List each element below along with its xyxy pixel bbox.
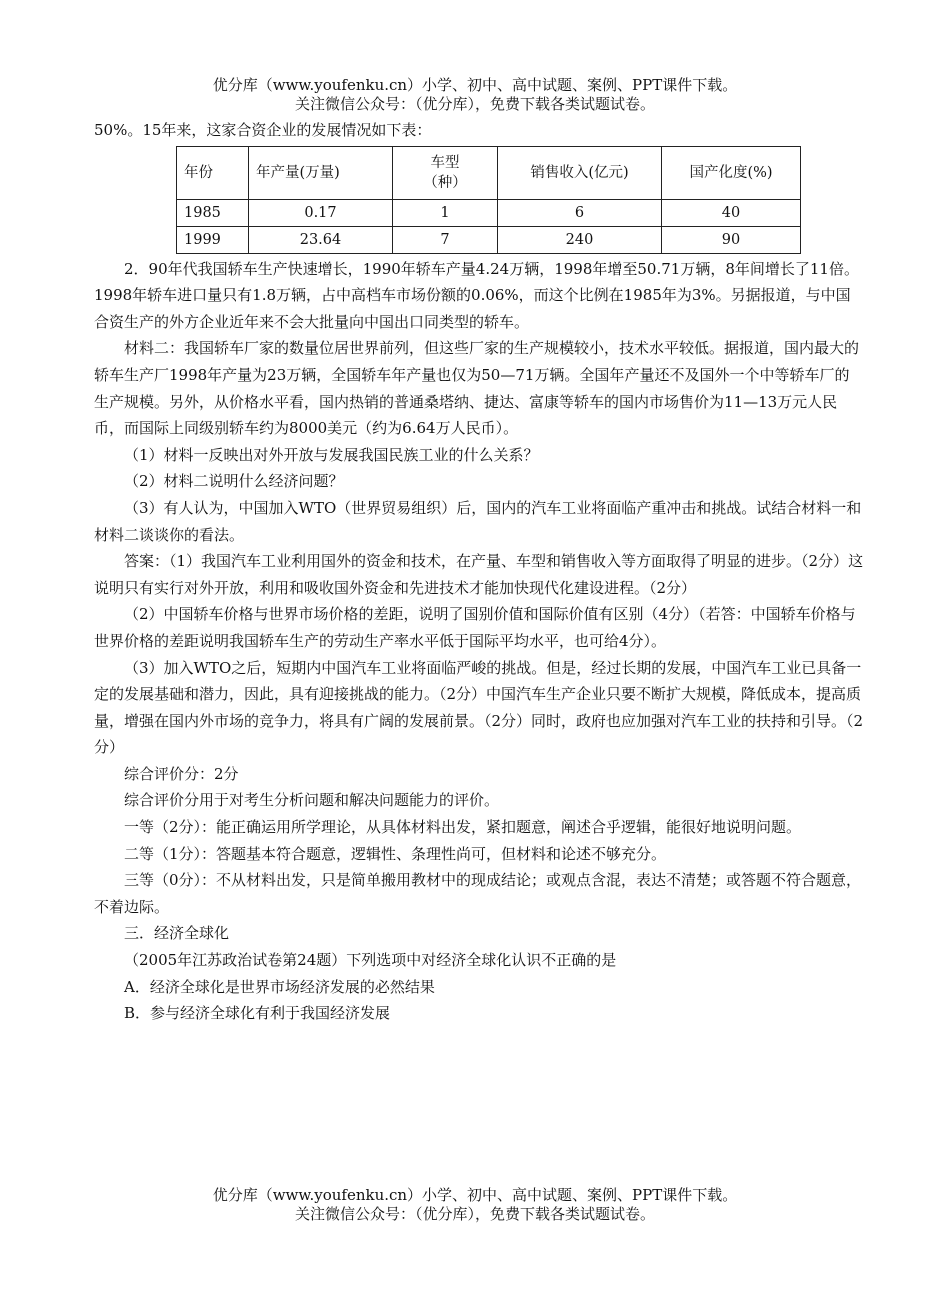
paragraph-material-2: 材料二：我国轿车厂家的数量位居世界前列，但这些厂家的生产规模较小，技术水平较低。据报道，国内最大的轿车生产厂1998年产量为23万辆，全国轿车年产量也仅为50—71万辆。全国年产量还不及国外一个中等轿车厂的生产规模。另外，从价格水平看，国内热销的普通桑塔纳、捷达、富康等轿车的国内市场售价为11—13万元人民币，而国际上同级别轿车约为8000美元（约为6.64万人民币）。 xyxy=(94,339,860,438)
footer-line-2: 关注微信公众号：（优分库），免费下载各类试题试卷。 xyxy=(294,1205,655,1223)
question-3: （3）有人认为，中国加入WTO（世界贸易组织）后，国内的汽车工业将面临产重冲击和挑战。试结合材料一和材料二谈谈你的看法。 xyxy=(94,498,862,544)
table-row xyxy=(177,226,801,253)
table-header-cell: 年产量(万量) xyxy=(249,146,393,199)
table-cell: 7 xyxy=(393,226,498,253)
option-b: B．参与经济全球化有利于我国经济发展 xyxy=(124,1004,391,1023)
option-a: A．经济全球化是世界市场经济发展的必然结果 xyxy=(124,977,435,996)
question-2: （2）材料二说明什么经济问题？ xyxy=(124,472,344,491)
table-cell: 23.64 xyxy=(249,226,393,253)
header-line-1: 优分库（www.youfenku.cn）小学、初中、高中试题、案例、PPT课件下载。 xyxy=(212,76,738,94)
table-cell: 1 xyxy=(393,199,498,226)
section-heading: 三．经济全球化 xyxy=(124,924,230,943)
intro-text: 50%。15年来，这家合资企业的发展情况如下表： xyxy=(94,121,432,139)
development-table xyxy=(176,146,801,254)
table-header-row xyxy=(177,146,801,199)
evaluation-score: 综合评价分：2分 xyxy=(124,764,239,783)
footer-line-1: 优分库（www.youfenku.cn）小学、初中、高中试题、案例、PPT课件下载。 xyxy=(212,1186,738,1204)
table-header-cell: 车型 （种） xyxy=(393,146,498,199)
table-cell: 6 xyxy=(498,199,662,226)
document-body xyxy=(94,117,864,1027)
table-cell: 0.17 xyxy=(249,199,393,226)
grade-second: 二等（1分）：答题基本符合题意，逻辑性、条理性尚可，但材料和论述不够充分。 xyxy=(124,844,667,863)
table-header-cell: 销售收入(亿元) xyxy=(498,146,662,199)
exam-question: （2005年江苏政治试卷第24题）下列选项中对经济全球化认识不正确的是 xyxy=(124,951,617,970)
table-cell: 90 xyxy=(662,226,801,253)
grade-third: 三等（0分）：不从材料出发，只是简单搬用教材中的现成结论；或观点含混，表达不清楚；或答题不符合题意，不着边际。 xyxy=(94,871,862,916)
paragraph-material-1-2: 2．90年代我国轿车生产快速增长，1990年轿车产量4.24万辆，1998年增至50.71万辆，8年间增长了11倍。1998年轿车进口量只有1.8万辆，占中高档车市场份额的0.06%，而这个比例在1985年为3%。另据报道，与中国合资生产的外方企业近年来不会大批量向中国出口同类型的轿车。 xyxy=(94,259,859,331)
table-header-cell: 国产化度(%) xyxy=(662,146,801,199)
evaluation-description: 综合评价分用于对考生分析问题和解决问题能力的评价。 xyxy=(124,791,500,810)
table-cell: 1999 xyxy=(177,226,249,253)
table-header-cell: 年份 xyxy=(177,146,249,199)
page-footer xyxy=(0,1186,950,1224)
table-cell: 1985 xyxy=(177,199,249,226)
header-line-2: 关注微信公众号：（优分库），免费下载各类试题试卷。 xyxy=(294,95,655,113)
table-row xyxy=(177,199,801,226)
grade-first: 一等（2分）：能正确运用所学理论，从具体材料出发，紧扣题意，阐述合乎逻辑，能很好地说明问题。 xyxy=(124,818,802,837)
page-header xyxy=(0,76,950,114)
answer-1: 答案：（1）我国汽车工业利用国外的资金和技术，在产量、车型和销售收入等方面取得了明显的进步。（2分）这说明只有实行对外开放，利用和吸收国外资金和先进技术才能加快现代化建设进程。（2分） xyxy=(94,552,864,597)
table-cell: 240 xyxy=(498,226,662,253)
table-cell: 40 xyxy=(662,199,801,226)
answer-3: （3）加入WTO之后，短期内中国汽车工业将面临严峻的挑战。但是，经过长期的发展，中国汽车工业已具备一定的发展基础和潜力，因此，具有迎接挑战的能力。（2分）中国汽车生产企业只要不断扩大规模，降低成本，提高质量，增强在国内外市场的竞争力，将具有广阔的发展前景。（2分）同时，政府也应加强对汽车工业的扶持和引导。（2分） xyxy=(94,658,864,757)
answer-2: （2）中国轿车价格与世界市场价格的差距，说明了国别价值和国际价值有区别（4分）（若答：中国轿车价格与世界价格的差距说明我国轿车生产的劳动生产率水平低于国际平均水平，也可给4分）。 xyxy=(94,605,856,650)
question-1: （1）材料一反映出对外开放与发展我国民族工业的什么关系？ xyxy=(124,445,539,464)
